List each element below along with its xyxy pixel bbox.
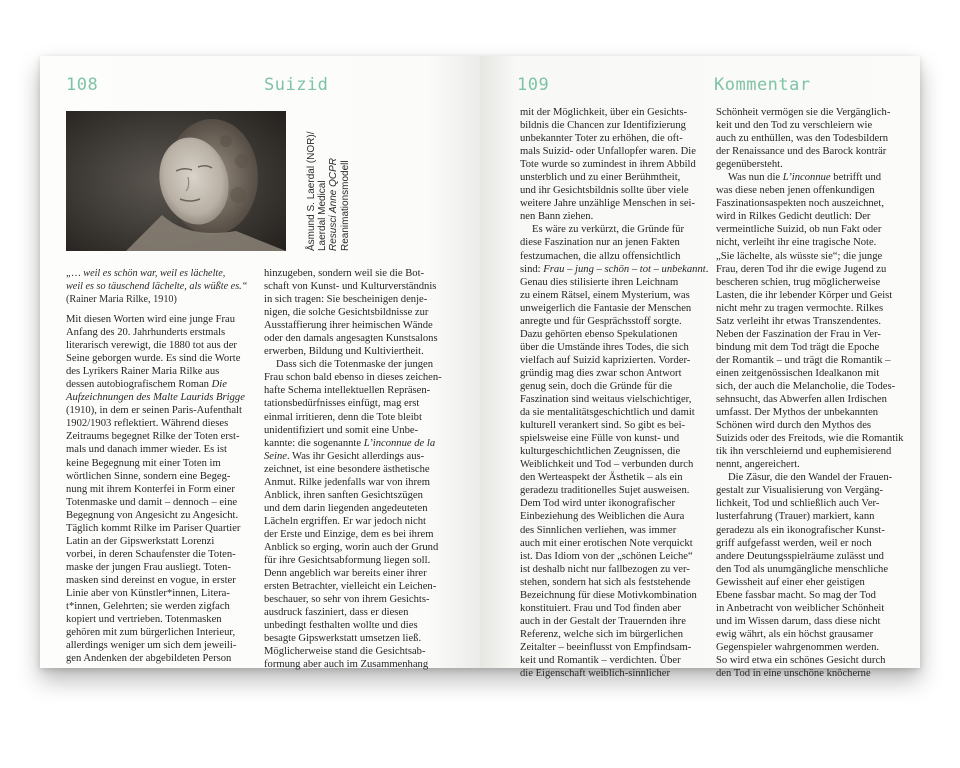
text-line: gründig mag dies zwar schon Antwort — [520, 367, 682, 379]
text-line: des Lyrikers Rainer Maria Rilke aus — [66, 366, 220, 378]
text-line: wörtlichen Sinne, sondern eine Begeg- — [66, 470, 231, 482]
photo-credit — [302, 111, 372, 251]
text-line: stehen, sondern hat sich als feststehende — [520, 576, 691, 588]
text-line: in sich tragen: Sie bescheinigen denje- — [264, 294, 428, 306]
page-number: 108 — [66, 75, 99, 95]
text-line: beschauer, so sehr von ihrem Gesichts- — [264, 594, 430, 606]
text-line: masken sind dereinst en vogue, in erster — [66, 574, 236, 586]
text-line: der Erste und Einzige, dem es bei ihrem — [264, 528, 434, 540]
text-line: und dem darin liegenden angedeuteten — [264, 502, 428, 514]
text-line: literarisch verewigt, die 1880 tot aus der — [66, 340, 237, 352]
text-line: Einbeziehung des Weiblichen die Aura — [520, 511, 685, 523]
text-line: vielfach auf Suizid kaprizierten. Vorder- — [520, 354, 691, 366]
text-line: Weiblichkeit und Tod – verbunden durch — [520, 459, 694, 471]
text-line: über die Umstände ihres Todes, die sich — [520, 341, 689, 353]
text-line: gen Andenken der abgebildeten Person — [66, 653, 232, 665]
text-line: des Sinnlichen verliehen, was immer — [520, 524, 677, 536]
text-line: ersten Betrachter, vielleicht ein Leichen- — [264, 581, 437, 593]
running-title: Kommentar — [714, 75, 811, 95]
text-line: umfasst. Der Mythos der unbekannten — [716, 407, 879, 419]
text-line: gehören mit zum bürgerlichen Interieur, — [66, 627, 236, 639]
text-line: griff aufgefasst werden, weil er noch — [716, 537, 872, 549]
text-line: in Anbetracht von weiblicher Schönheit — [716, 602, 885, 614]
epigraph-line: weil es so täuschend lächelte, als wüßte es.“ — [66, 281, 248, 292]
text-line: Begegnung von Angesicht zu Angesicht. — [66, 509, 239, 521]
text-line: hinzugeben, sondern weil sie die Bot- — [264, 268, 425, 279]
text-line: kulturell verankert sind. So gibt es bei- — [520, 420, 686, 432]
credit-line: Resusci Anne QCPR — [328, 158, 340, 251]
text-line: dessen autobiografischem Roman Die — [66, 379, 227, 391]
body-column — [264, 267, 469, 671]
text-line: Dem Tod wird unter ikonografischer — [520, 498, 675, 510]
text-line: unidentifiziert und somit eine Unbe- — [264, 424, 419, 436]
text-line: gestalt zur Visualisierung von Vergäng- — [716, 485, 884, 497]
body-column — [716, 106, 911, 680]
text-line: besagte Gipswerkstatt umsetzen ließ. — [264, 633, 422, 645]
text-line: genug sein, doch die Gründe für die — [520, 380, 673, 392]
text-line: konstituiert. Frau und Tod finden aber — [520, 602, 681, 614]
text-line: anregte und für Gesprächsstoff sorgte. — [520, 315, 682, 327]
text-line: spielsweise eine Fülle von kunst- und — [520, 433, 680, 445]
text-line: da sie mentalitätsgeschichtlich und damit — [520, 407, 695, 419]
text-line: Anfang des 20. Jahrhunderts erstmals — [66, 327, 226, 339]
text-line: was diese neben jenen offenkundigen — [716, 185, 875, 197]
text-line: weitere Jahre unzählige Menschen in sei- — [520, 198, 696, 210]
text-line: Seine. Was ihr Gesicht allerdings aus- — [264, 450, 425, 462]
text-line: auch zu enthüllen, was den Todesbildern — [716, 133, 889, 145]
text-line: kannte: die sogenannte L’inconnue de la — [264, 437, 436, 449]
text-line: der Renaissance und des Barock konträr — [716, 146, 887, 158]
text-line: Gegenspieler wahrgenommen werden. — [716, 641, 880, 653]
text-line: Ebene fassbar macht. So mag der Tod — [716, 589, 876, 601]
text-line: und ihr Gesichtsbildnis sollte über viele — [520, 185, 689, 197]
text-line: Frau schon bald ebenso in dieses zeichen- — [264, 372, 442, 384]
text-line: Möglicherweise stand die Gesichtsab- — [264, 646, 426, 658]
text-line: tik ihn verschleiernd und euphemisierend — [716, 446, 892, 458]
text-line: andere Deutungsspielräume zulässt und — [716, 550, 884, 562]
body-column — [520, 106, 715, 680]
text-line: erwerben, Bildung und Kultiviertheit. — [264, 346, 424, 358]
text-line: Seine geborgen wurde. Es sind die Worte — [66, 353, 241, 365]
text-line: formung aber auch im Zusammenhang — [264, 659, 429, 671]
text-line: oder den damals angesagten Kunstsalons — [264, 333, 438, 345]
text-line: Aufzeichnungen des Malte Laurids Brigge — [66, 392, 245, 404]
text-line: Linie aber von Künstler*innen, Litera- — [66, 587, 230, 599]
text-line: unbekannter Toter zu erhöhen, die oft- — [520, 133, 683, 145]
text-line: keine Begegnung mit einer Toten im — [66, 457, 221, 469]
text-line: Frau, deren Tod ihr die ewige Jugend zu — [716, 263, 887, 275]
text-line: nigen, die solche Gesichtsbildnisse zur — [264, 307, 429, 319]
text-line: und im Wissen darum, dass diese nicht — [716, 615, 881, 627]
credit-line: Reanimationsmodell — [339, 160, 351, 251]
text-line: keit und Romantik – verdichten. Über — [520, 654, 681, 666]
text-line: vermeintliche Suizid, ob nun Fakt oder — [716, 224, 882, 236]
text-line: unbedingt festhalten wollte und dies — [264, 620, 418, 632]
text-line: Faszinationsaspekten noch auszeichnet, — [716, 198, 884, 210]
text-line: geradezu als ein ikonografischer Kunst- — [716, 524, 885, 536]
epigraph — [66, 267, 252, 306]
text-line: Latin an der Gipswerkstatt Lorenzi — [66, 535, 215, 547]
text-line: Lächeln ergriffen. Er war jedoch nicht — [264, 515, 426, 527]
text-line: lichkeit, Tod und schließlich auch Ver- — [716, 498, 880, 510]
text-line: diese Faszination nur an jenen Fakten — [520, 237, 680, 249]
text-line: Zeitalter – beeinflusst von Empfindsam- — [520, 641, 692, 653]
text-line: ist deshalb nicht nur fallbezogen zu ver- — [520, 563, 690, 575]
text-line: zu einem Rätsel, einem Mysterium, was — [520, 289, 690, 301]
text-line: sind: Frau – jung – schön – tot – unbekannt. — [520, 263, 709, 275]
text-line: auch mit einer erotischen Note verquickt — [520, 537, 693, 549]
text-line: Schönheit vermögen sie die Vergänglich- — [716, 107, 891, 118]
right-page — [480, 56, 920, 680]
text-line: ewig währt, als ein höchst grausamer — [716, 628, 874, 640]
text-line: die Eigenschaft weiblich-sinnlicher — [520, 668, 671, 680]
text-line: Genau dies stilisierte ihren Leichnam — [520, 276, 679, 288]
left-page — [40, 56, 480, 671]
text-line: kulturgeschichtlichen Zeugnissen, die — [520, 446, 681, 458]
text-line: vorbei, in deren Schaufenster die Toten- — [66, 548, 236, 560]
epigraph-source: (Rainer Maria Rilke, 1910) — [66, 294, 177, 305]
text-line: keit und den Tod zu verschleiern wie — [716, 120, 873, 132]
text-line: Dazu gehörten ebenso Spekulationen — [520, 328, 678, 340]
text-line: nicht mehr zu tragen vermochte. Rilkes — [716, 302, 884, 314]
text-line: sehnsucht, das Abwerfen allen Irdischen — [716, 394, 887, 406]
text-line: Neben der Faszination der Frau in Ver- — [716, 328, 881, 340]
text-line: gegenübersteht. — [716, 159, 783, 171]
book-spread — [40, 56, 920, 680]
text-line: (1910), in dem er seinen Paris-Aufenthalt — [66, 405, 242, 417]
text-line: Tote wurde so zumindest in ihrem Abbild — [520, 159, 696, 171]
text-line: zeichnet, ist eine besondere ästhetische — [264, 463, 430, 475]
text-line: maske der jungen Frau ausliegt. Toten- — [66, 561, 231, 573]
text-line: So wird etwa ein schönes Gesicht durch — [716, 654, 886, 666]
text-line: wird in Rilkes Gedicht deutlich: Der — [716, 211, 871, 223]
text-line: Anblick so erging, worin auch der Grund — [264, 541, 439, 553]
text-line: bildnis die Chancen zur Identifizierung — [520, 120, 686, 132]
text-line: ist. Das Idiom von der „schönen Leiche“ — [520, 550, 693, 562]
text-line: ausdruck fasziniert, dass er diesen — [264, 607, 409, 619]
credit-line: Laerdal Medical — [317, 180, 329, 251]
credit-line: Åsmund S. Laerdal (NOR)/ — [306, 131, 317, 251]
text-line: den Tod in eine unschöne knöcherne — [716, 668, 871, 680]
text-line: sich, der auch die Melancholie, die Todes- — [716, 380, 896, 392]
text-line: unweigerlich die Fantasie der Menschen — [520, 302, 692, 314]
text-line: bindung mit dem Tod trägt die Epoche — [716, 341, 880, 353]
text-line: Mit diesen Worten wird eine junge Frau — [66, 314, 236, 325]
text-line: Suizids oder des Freitods, wie die Romantik — [716, 433, 904, 445]
text-line: den Werteaspekt der Ästhetik – als ein — [520, 472, 683, 484]
text-line: Schönen wird durch den Mythos des — [716, 420, 872, 432]
text-line: nen Bann ziehen. — [520, 211, 594, 223]
text-line: hafte Schema intellektuellen Repräsen- — [264, 385, 431, 397]
text-line: Bezeichnung für diese Motivkombination — [520, 589, 697, 601]
text-line: Satz verleiht ihr etwas Transzendentes. — [716, 315, 882, 327]
text-line: mals und danach immer wieder. Es ist — [66, 444, 227, 456]
text-line: Lasten, die ihr lebender Körper und Geist — [716, 289, 893, 301]
text-line: Zeitraums begegnet Rilke der Toten erst- — [66, 431, 240, 443]
body-column — [66, 313, 266, 665]
text-line: Faszination sind weitaus vielschichtiger, — [520, 394, 692, 406]
text-line: tationsbedürfnisses einfügt, mag erst — [264, 398, 420, 410]
text-line: festzumachen, die allzu offensichtlich — [520, 250, 681, 262]
text-line: mit der Möglichkeit, über ein Gesichts- — [520, 107, 688, 118]
text-line: Anmut. Rilke jedenfalls war von ihrem — [264, 476, 430, 488]
text-line: Totenmaske und damit – dennoch – eine — [66, 496, 238, 508]
text-line: Denn angeblich war bereits einer ihrer — [264, 568, 427, 580]
text-line: kopiert und vertrieben. Totenmasken — [66, 614, 222, 626]
text-line: nung mit ihrem Konterfei in Form einer — [66, 483, 235, 495]
text-line: Gewissheit auf einer eher geistigen — [716, 576, 865, 588]
text-line: für ihre Gesichtsabformung liegen soll. — [264, 555, 431, 567]
text-line: einen zeitgenössischen Idealkanon mit — [716, 367, 880, 379]
text-line: nicht, verleiht ihr eine tragische Note. — [716, 237, 877, 249]
text-line: auch in der Gestalt der Trauernden ihre — [520, 615, 686, 627]
text-line: Dass sich die Totenmaske der jungen — [276, 359, 434, 371]
text-line: einmal irritieren, denn die Tote bleibt — [264, 411, 422, 423]
text-line: Was nun die L’inconnue betrifft und — [728, 172, 882, 184]
page-number: 109 — [517, 75, 550, 95]
text-line: der Romantik – und trägt die Romantik – — [716, 354, 891, 366]
text-line: allerdings weniger um sich dem jeweili- — [66, 640, 237, 652]
text-line: lusterfahrung (Trauer) markiert, kann — [716, 511, 875, 523]
text-line: 1902/1903 reflektiert. Während dieses — [66, 418, 229, 430]
text-line: den Tod als unumgängliche menschliche — [716, 563, 889, 575]
text-line: Anblick, ihren sanften Gesichtszügen — [264, 489, 423, 501]
text-line: nennt, angereichert. — [716, 459, 800, 471]
text-line: Die Zäsur, die den Wandel der Frauen- — [728, 472, 893, 484]
text-line: Referenz, welche sich im bürgerlichen — [520, 628, 684, 640]
text-line: Täglich kommt Rilke im Pariser Quartier — [66, 522, 241, 534]
text-line: geradezu traditionelles Sujet ausweisen. — [520, 485, 690, 497]
text-line: Es wäre zu verkürzt, die Gründe für — [532, 224, 685, 236]
text-line: bescheren schien, trug möglicherweise — [716, 276, 881, 288]
mask-photo — [66, 111, 286, 251]
text-line: „Sie lächelte, als wüsste sie“; die junge — [716, 250, 883, 262]
text-line: unsterblich und zu einer Berühmtheit, — [520, 172, 681, 184]
text-line: Ausstaffierung ihrer heimischen Wände — [264, 320, 433, 332]
running-title: Suizid — [264, 75, 329, 95]
text-line: t*innen, Gelehrten; sie werden zigfach — [66, 601, 230, 613]
text-line: mals Suizid- oder Unfallopfer waren. Die — [520, 146, 696, 158]
text-line: schaft von Kunst- und Kulturverständnis — [264, 281, 437, 293]
epigraph-line: „… weil es schön war, weil es lächelte, — [66, 268, 226, 279]
